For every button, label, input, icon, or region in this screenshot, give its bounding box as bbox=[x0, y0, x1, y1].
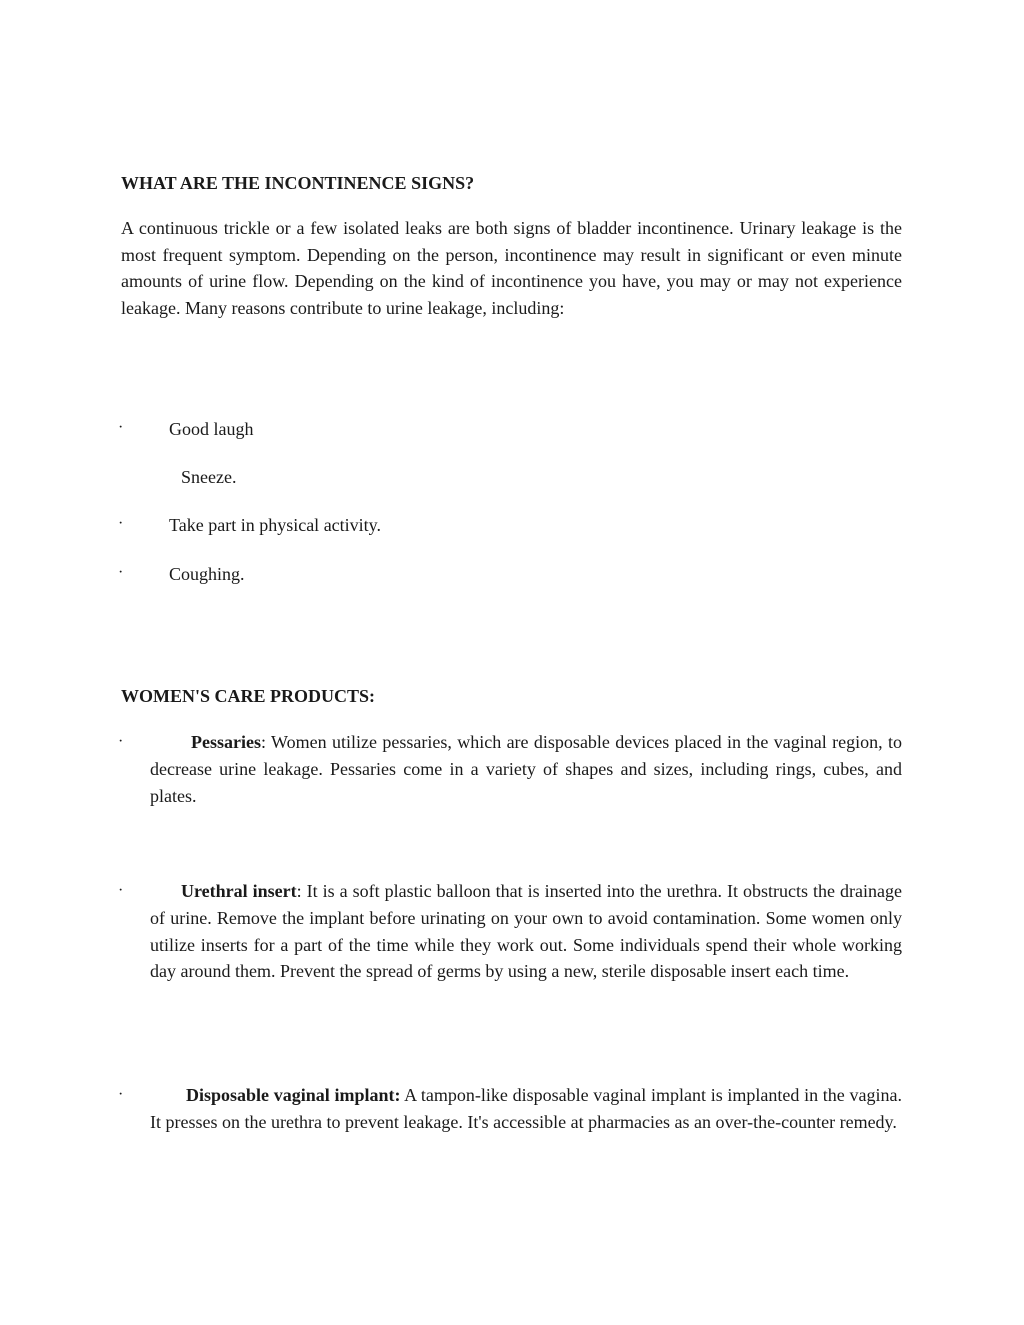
product-term: Pessaries bbox=[191, 732, 261, 752]
product-disposable-vaginal-implant bbox=[150, 1082, 902, 1136]
product-term-separator: : bbox=[260, 732, 266, 752]
section-heading-womens-care-products: WOMEN'S CARE PRODUCTS: bbox=[121, 686, 376, 706]
intro-paragraph: A continuous trickle or a few isolated leaks are both signs of bladder incontinence. Urinary leakage is the most frequent symptom. Depending on the person, incontinence may result in significant or even minute amounts of urine flow. Depending on the kind of incontinence you have, you may or may not experience leakage. Many reasons contribute to urine leakage, including: bbox=[121, 218, 902, 318]
bullet-marker: · bbox=[118, 882, 124, 899]
list-item-coughing: Coughing. bbox=[169, 564, 245, 584]
section-heading-incontinence-signs: WHAT ARE THE INCONTINENCE SIGNS? bbox=[121, 173, 475, 193]
list-item-good-laugh: Good laugh bbox=[169, 419, 254, 439]
bullet-marker: · bbox=[118, 733, 124, 750]
list-item-sneeze: Sneeze. bbox=[181, 467, 237, 487]
bullet-marker: · bbox=[118, 515, 124, 532]
product-description: A tampon-like disposable vaginal implant is implanted in the vagina. It presses on the urethra to prevent leakage. It's accessible at pharmacies as an over-the-counter remedy. bbox=[150, 1085, 902, 1132]
product-term: Disposable vaginal implant: bbox=[186, 1085, 401, 1105]
product-term: Urethral insert bbox=[181, 881, 297, 901]
product-description: Women utilize pessaries, which are disposable devices placed in the vaginal region, to decrease urine leakage. Pessaries come in a variety of shapes and sizes, including rings, cubes, and plates. bbox=[150, 732, 902, 806]
list-item-physical-activity: Take part in physical activity. bbox=[169, 515, 382, 535]
product-pessaries bbox=[150, 729, 902, 809]
bullet-marker: · bbox=[118, 1086, 124, 1103]
product-term-separator: : bbox=[296, 881, 302, 901]
product-urethral-insert bbox=[150, 878, 902, 985]
bullet-marker: · bbox=[118, 419, 124, 436]
product-description: It is a soft plastic balloon that is inserted into the urethra. It obstructs the drainage of urine. Remove the implant before urinating on your own to avoid contamination. Some women only utilize inserts for a part of the time while they work out. Some individuals spend their whole working day around them. Prevent the spread of germs by using a new, sterile disposable insert each time. bbox=[150, 881, 902, 982]
bullet-marker: · bbox=[118, 564, 124, 581]
